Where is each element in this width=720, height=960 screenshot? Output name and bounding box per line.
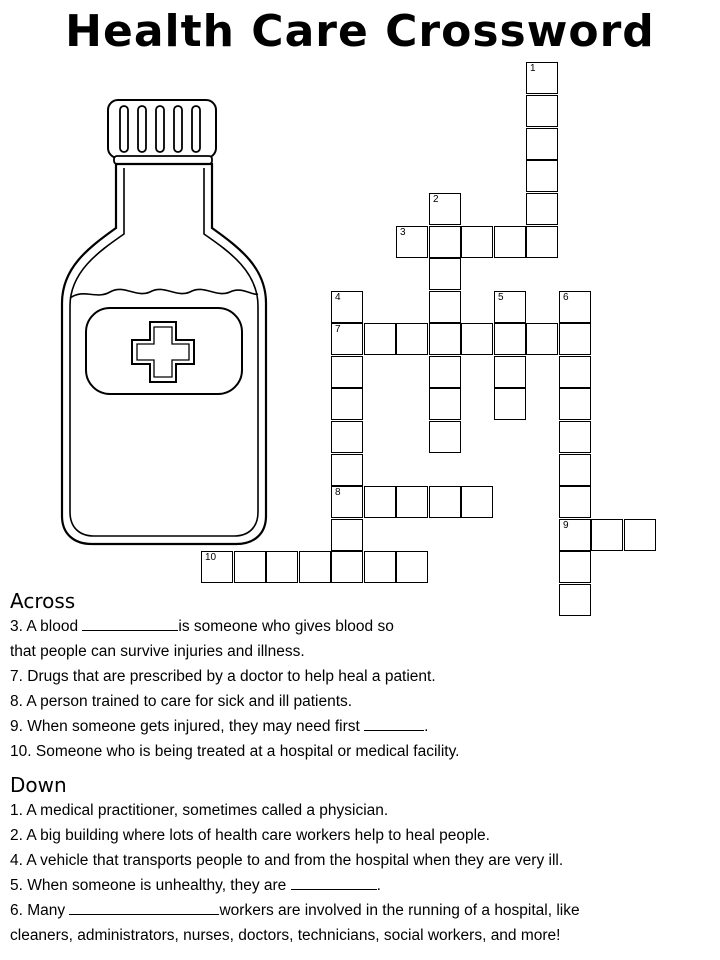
crossword-cell[interactable]	[331, 421, 363, 453]
down-clue-4: 4. A vehicle that transports people to and from the hospital when they are very ill.	[10, 852, 564, 869]
crossword-cell[interactable]	[331, 454, 363, 486]
crossword-cell[interactable]	[331, 486, 363, 518]
clue-number: 1	[530, 63, 536, 74]
crossword-cell[interactable]	[299, 551, 331, 583]
crossword-cell[interactable]	[494, 291, 526, 323]
crossword-cell[interactable]	[396, 323, 428, 355]
crossword-cell[interactable]	[494, 356, 526, 388]
crossword-cell[interactable]	[559, 291, 591, 323]
crossword-cell[interactable]	[461, 486, 493, 518]
clue-number: 5	[498, 292, 504, 303]
clue-number: 3	[400, 227, 406, 238]
crossword-cell[interactable]	[331, 388, 363, 420]
crossword-cell[interactable]	[559, 421, 591, 453]
down-clue-2: 2. A big building where lots of health care workers help to heal people.	[10, 827, 490, 844]
answer-blank	[291, 877, 377, 890]
crossword-cell[interactable]	[559, 551, 591, 583]
crossword-cell[interactable]	[429, 323, 461, 355]
crossword-cell[interactable]	[526, 62, 558, 94]
down-clue-1: 1. A medical practitioner, sometimes called a physician.	[10, 802, 389, 819]
down-clue-6: 6. Many workers are involved in the running of a hospital, like	[10, 902, 580, 919]
crossword-cell[interactable]	[559, 356, 591, 388]
clue-number: 9	[563, 520, 569, 531]
crossword-cell[interactable]	[526, 226, 558, 258]
crossword-cell[interactable]	[364, 486, 396, 518]
clue-number: 7	[335, 324, 341, 335]
down-heading: Down	[10, 773, 67, 797]
clues-section	[10, 588, 710, 948]
crossword-cell[interactable]	[559, 454, 591, 486]
answer-blank	[82, 618, 178, 631]
across-clue-8: 8. A person trained to care for sick and ill patients.	[10, 693, 353, 710]
crossword-cell[interactable]	[624, 519, 656, 551]
crossword-cell[interactable]	[364, 323, 396, 355]
crossword-cell[interactable]	[526, 128, 558, 160]
crossword-cell[interactable]	[429, 226, 461, 258]
crossword-cell[interactable]	[526, 323, 558, 355]
crossword-cell[interactable]	[559, 519, 591, 551]
answer-blank	[69, 902, 219, 915]
clue-number: 2	[433, 194, 439, 205]
crossword-cell[interactable]	[234, 551, 266, 583]
crossword-cell[interactable]	[201, 551, 233, 583]
crossword-cell[interactable]	[494, 226, 526, 258]
down-clue-5: 5. When someone is unhealthy, they are .	[10, 877, 381, 894]
crossword-cell[interactable]	[331, 323, 363, 355]
across-clue-10: 10. Someone who is being treated at a hospital or medical facility.	[10, 743, 460, 760]
crossword-cell[interactable]	[396, 486, 428, 518]
crossword-cell[interactable]	[559, 388, 591, 420]
across-clue-3-cont: that people can survive injuries and illness.	[10, 643, 305, 660]
across-clue-7: 7. Drugs that are prescribed by a doctor to help heal a patient.	[10, 668, 436, 685]
crossword-cell[interactable]	[494, 323, 526, 355]
crossword-cell[interactable]	[331, 291, 363, 323]
answer-blank	[364, 718, 424, 731]
clue-number: 8	[335, 487, 341, 498]
crossword-cell[interactable]	[429, 421, 461, 453]
crossword-cell[interactable]	[461, 323, 493, 355]
clue-number: 6	[563, 292, 569, 303]
crossword-cell[interactable]	[429, 291, 461, 323]
clue-number: 4	[335, 292, 341, 303]
crossword-cell[interactable]	[429, 486, 461, 518]
across-clue-3: 3. A blood is someone who gives blood so	[10, 618, 394, 635]
crossword-cell[interactable]	[526, 193, 558, 225]
across-heading: Across	[10, 589, 76, 613]
crossword-cell[interactable]	[429, 193, 461, 225]
crossword-cell[interactable]	[559, 323, 591, 355]
crossword-cell[interactable]	[364, 551, 396, 583]
page-title: Health Care Crossword	[65, 6, 655, 57]
crossword-cell[interactable]	[396, 551, 428, 583]
crossword-cell[interactable]	[461, 226, 493, 258]
clue-number: 10	[205, 552, 217, 563]
crossword-cell[interactable]	[559, 486, 591, 518]
across-clue-9: 9. When someone gets injured, they may need first .	[10, 718, 429, 735]
crossword-cell[interactable]	[429, 258, 461, 290]
down-clue-6-cont: cleaners, administrators, nurses, doctors, technicians, social workers, and more!	[10, 927, 561, 944]
crossword-cell[interactable]	[331, 519, 363, 551]
crossword-cell[interactable]	[331, 551, 363, 583]
crossword-cell[interactable]	[266, 551, 298, 583]
crossword-cell[interactable]	[494, 388, 526, 420]
crossword-cell[interactable]	[591, 519, 623, 551]
crossword-cell[interactable]	[331, 356, 363, 388]
crossword-cell[interactable]	[526, 160, 558, 192]
crossword-cell[interactable]	[396, 226, 428, 258]
crossword-cell[interactable]	[429, 388, 461, 420]
crossword-cell[interactable]	[526, 95, 558, 127]
crossword-cell[interactable]	[429, 356, 461, 388]
